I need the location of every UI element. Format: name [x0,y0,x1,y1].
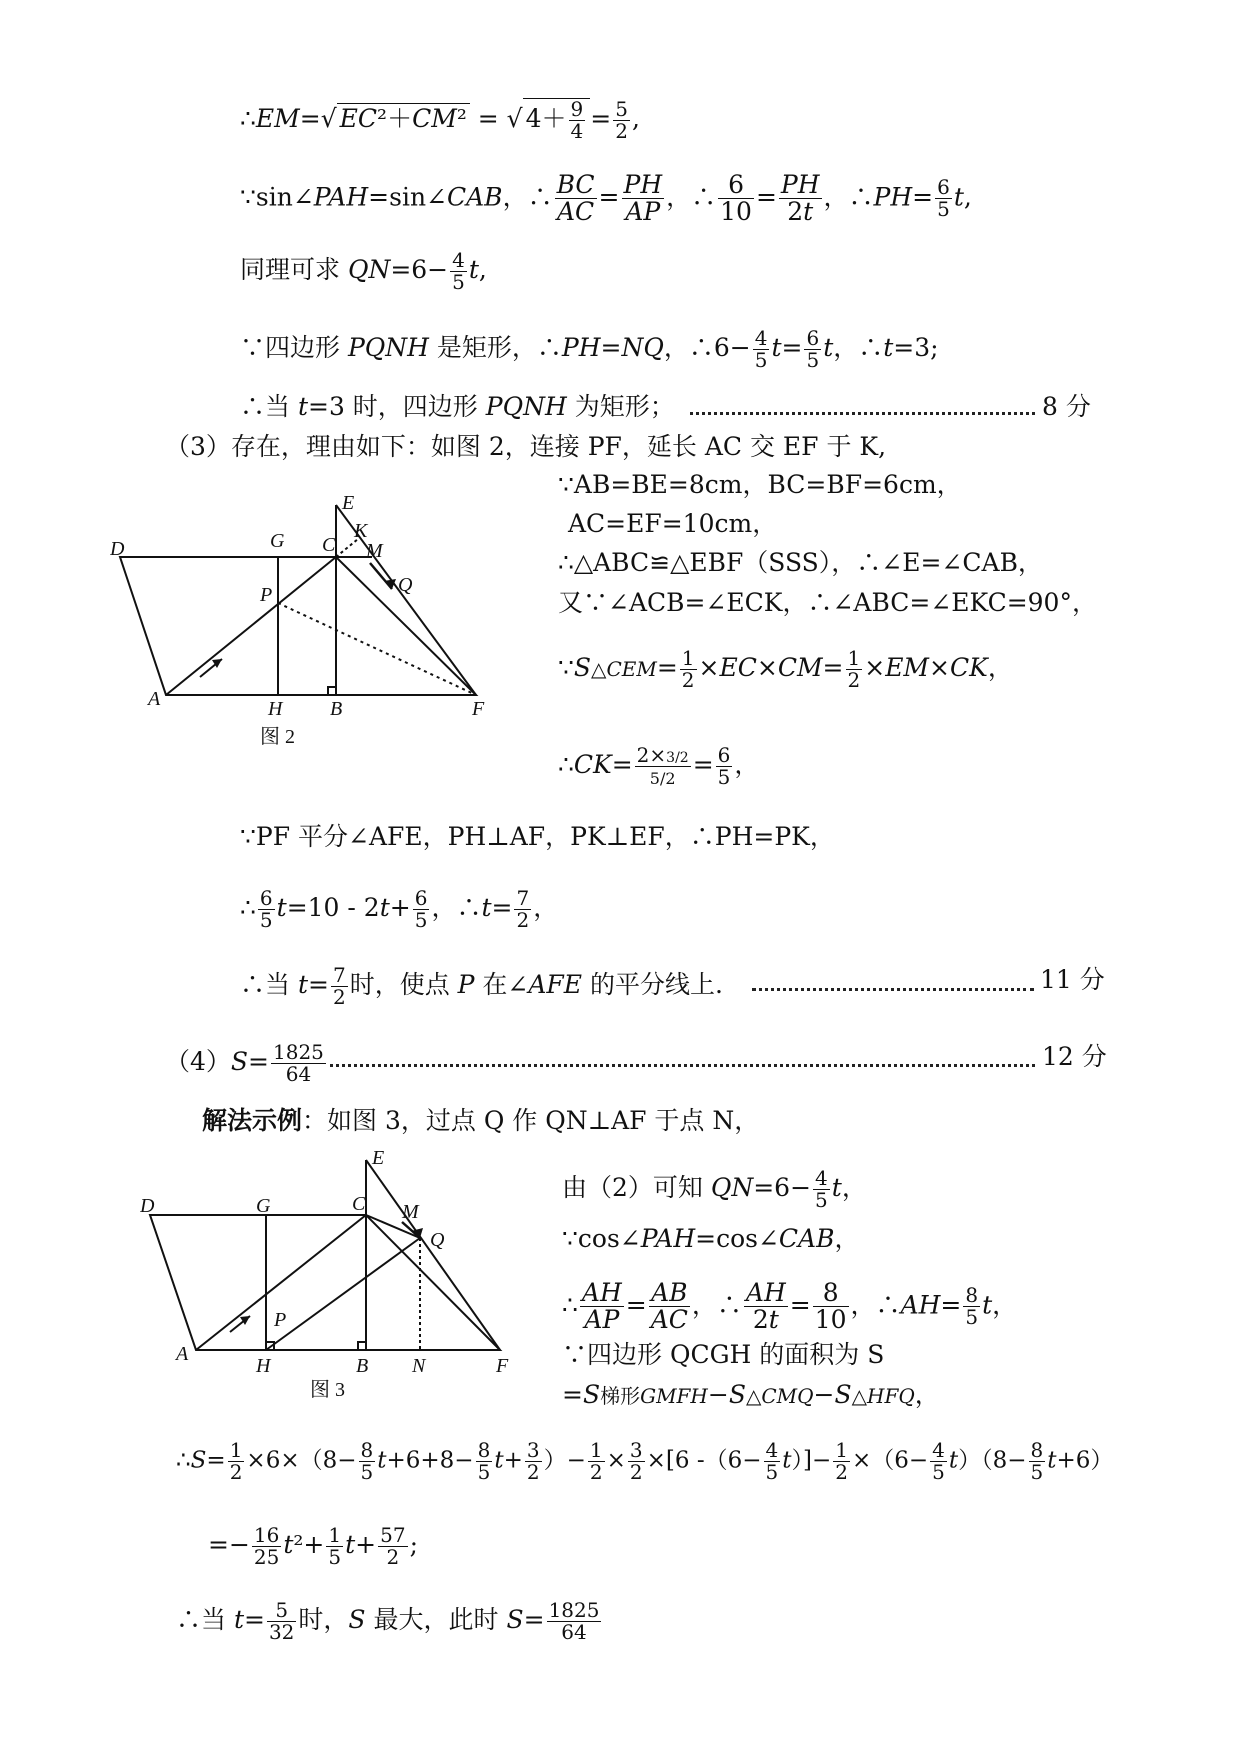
line-bisector: ∵PF 平分∠AFE，PH⊥AF，PK⊥EF，∴PH=PK， [240,822,835,851]
label-C: C [322,534,336,556]
label-M: M [366,540,383,562]
score-11: 11 分 [1040,965,1105,994]
line-part3: （3）存在，理由如下：如图 2，连接 PF，延长 AC 交 EF 于 K, [165,432,887,461]
label-F: F [496,1355,509,1377]
line-r1: ∵AB=BE=8cm，BC=BF=6cm， [558,470,962,499]
label-E: E [372,1150,385,1169]
label-M: M [402,1201,419,1223]
line-t-equation: ∴ $\frac{6}{5}$ t=10 - 2t+ $\frac{6}{5}$ ，∴t= $\frac{7}{2}$ ， [240,886,559,932]
line-final: ∴当 t= $\frac{5}{32}$ 时，S 最大，此时 S= $\frac{1825}{64}$ [176,1598,600,1644]
label-P: P [274,1309,287,1331]
score-8: 8 分 [1042,392,1091,421]
label-D: D [140,1195,155,1217]
label-C: C [352,1193,366,1215]
label-F: F [472,698,485,720]
line-r3: ∴△ABC≌△EBF（SSS），∴∠E=∠CAB， [558,548,1043,577]
line-r9: ∴ $\frac{AH}{AP}$ = $\frac{AB}{AC}$ ，∴ $\frac{AH}{2t}$ = $\frac{8}{10}$ ，∴AH= $\frac{8}{5}$ t， [562,1278,1018,1335]
line-conclusion-8: ∴当 t=3 时，四边形 PQNH 为矩形； [240,392,675,421]
label-G: G [256,1195,271,1217]
line-s-simplified: =− $\frac{16}{25}$ t²+ $\frac{1}{5}$ t+ $\frac{57}{2}$ ; [208,1523,419,1569]
label-D: D [110,538,125,560]
label-Q: Q [430,1229,445,1251]
label-E: E [342,495,355,514]
line-em: ∴EM=√ EC²＋CM² = √ 4＋ $\frac{9}{4}$ = $\frac{5}{2}$ , [240,97,640,143]
line-r7: 由（2）可知 QN=6− $\frac{4}{5}$ t， [562,1166,867,1212]
line-r10: ∵四边形 QCGH 的面积为 S [562,1340,885,1369]
label-H: H [256,1355,271,1377]
dotted-leader [330,1064,1035,1067]
line-conclusion-11: ∴当 t= $\frac{7}{2}$ 时，使点 P 在∠AFE 的平分线上. [240,963,723,1009]
dotted-leader [690,412,1035,415]
figure-2 [110,495,490,745]
line-part4: （4）S= $\frac{1825}{64}$ [165,1040,324,1086]
line-r6: ∴CK= $\frac{2\times 3/2}{5/2}$ = $\frac{6}{5}$ ， [558,743,760,789]
figure-2-caption: 图 2 [260,726,295,745]
label-H: H [268,698,283,720]
label-Q: Q [398,574,413,596]
line-r4: 又∵∠ACB=∠ECK，∴∠ABC=∠EKC=90°， [558,588,1097,617]
line-solution-example: 解法示例：如图 3，过点 Q 作 QN⊥AF 于点 N， [202,1106,760,1135]
label-A: A [176,1343,189,1365]
label-G: G [270,530,285,552]
label-N: N [412,1355,426,1377]
line-rect: ∵四边形 PQNH 是矩形，∴PH=NQ，∴6− $\frac{4}{5}$ t= $\frac{6}{5}$ t，∴t=3; [240,326,939,372]
label-K: K [354,520,368,542]
line-s-expression: ∴S= $\frac{1}{2}$ ×6×（8− $\frac{8}{5}$ t+6+8− $\frac{8}{5}$ t+ $\frac{3}{2}$ ）− $\frac{1}{2}$ × $\frac{3}{2}$ ×[6 -（6− $\frac{4}{5}$ t）]− $\frac{1}{2}$ ×（6− $\frac{4}{5}$ t）（8− $\frac{8}{5}$ t+6） [176,1438,1114,1484]
label-A: A [148,688,161,710]
label-P: P [260,584,273,606]
line-qn: 同理可求 QN=6− $\frac{4}{5}$ t, [240,248,487,294]
line-r8: ∵cos∠PAH=cos∠CAB， [562,1224,860,1253]
figure-3 [140,1150,520,1400]
label-B: B [356,1355,369,1377]
figure-3-caption: 图 3 [310,1379,345,1400]
dotted-leader [752,988,1034,991]
line-r5: ∵S△CEM= $\frac{1}{2}$ ×EC×CM= $\frac{1}{2}$ ×EM×CK， [558,646,1013,692]
label-B: B [330,698,343,720]
line-sin: ∵sin∠PAH=sin∠CAB，∴ $\frac{BC}{AC}$ = $\frac{PH}{AP}$ ，∴ $\frac{6}{10}$ = $\frac{PH}{2t}$ ，∴PH= $\frac{6}{5}$ t, [240,170,972,227]
line-r11: =S梯形GMFH−S△CMQ−S△HFQ， [562,1380,940,1409]
score-12: 12 分 [1042,1042,1107,1071]
line-r2: AC=EF=10cm， [568,509,778,538]
